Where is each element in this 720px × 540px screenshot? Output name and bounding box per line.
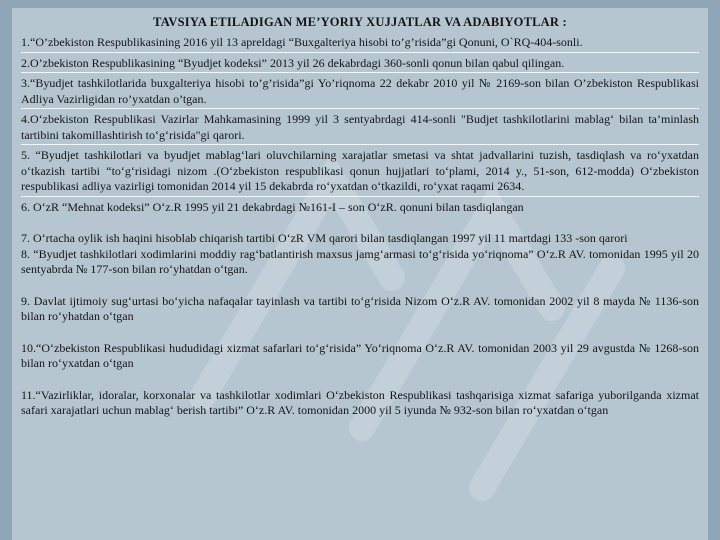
list-item: 6. O‘zR “Mehnat kodeksi” O‘z.R 1995 yil 21 dekabrdagi №161-I – son O‘zR. qonuni bilan tasdiqlangan bbox=[21, 199, 524, 214]
list-item: 4.O‘zbekiston Respublikasi Vazirlar Mahkamasining 1999 yil 3 sentyabrdagi 414-sonli "Budjet tashkilotlarini mablag‘ bilan ta’minlash tartibini takomillashtirish to‘g‘risida"gi qarori. bbox=[21, 112, 699, 142]
divider bbox=[21, 196, 699, 197]
document-slide bbox=[12, 8, 708, 540]
list-item: 1.“O’zbekiston Respublikasining 2016 yil 13 apreldagi “Buxgalteriya hisobi to’g’risida”gi Qonuni, O`RQ-404-sonli. bbox=[21, 35, 583, 49]
list-item: 2.O’zbekiston Respublikasining “Byudjet kodeksi” 2013 yil 26 dekabrdagi 360-sonli qonun bilan qabul qilingan. bbox=[21, 55, 565, 70]
list-item: 8. “Byudjet tashkilotlari xodimlarini moddiy rag‘batlantirish maxsus jamg‘armasi to‘g‘risida yo‘riqnoma” O‘z.R AV. tomonidan 1995 yil 20 sentyabrda № 177-son bilan ro‘yhatdan o‘tgan. bbox=[21, 246, 699, 276]
divider bbox=[21, 108, 699, 109]
page-title: TAVSIYA ETILADIGAN ME’YORIY XUJJATLAR VA ADABIYOTLAR : bbox=[153, 15, 567, 29]
spacer bbox=[21, 278, 699, 294]
list-item: 9. Davlat ijtimoiy sug‘urtasi bo‘yicha nafaqalar tayinlash va tartibi to‘g‘risida Nizom O‘z.R AV. tomonidan 2002 yil 8 mayda № 1136-son bilan ro‘yhatdan o‘tgan bbox=[21, 293, 699, 323]
spacer bbox=[21, 325, 699, 341]
list-item: 5. “Byudjet tashkilotlari va byudjet mablag‘lari oluvchilarning xarajatlar smetasi va shtat jadvallarini tuzish, tasdiqlash va ro‘yxatdan o‘tkazish tartibi “to‘g‘risidagi nizom .(O‘zbekiston respublikasi qonun hujjatlari to‘plami, 2014 y., 51-son, 612-modda) O‘zbekiston respublikasi adliya vazirligi tomonidan 2014 yil 15 dekabrda ro‘yxatdan o‘tkazildi, ro‘yxat raqami 2634. bbox=[21, 148, 699, 193]
divider bbox=[21, 52, 699, 53]
list-item: 10.“O‘zbekiston Respublikasi hududidagi xizmat safarlari to‘g‘risida” Yo‘riqnoma O‘z.R AV. tomonidan 2003 yil 29 avgustda № 1268-son bilan ro‘yxatdan o‘tgan bbox=[21, 340, 699, 370]
divider bbox=[21, 144, 699, 145]
spacer bbox=[21, 372, 699, 388]
list-item: 7. O‘rtacha oylik ish haqini hisoblab chiqarish tartibi O‘zR VM qarori bilan tasdiqlangan 1997 yil 11 martdagi 133 -son qarori bbox=[21, 231, 628, 245]
list-item: 3.“Byudjet tashkilotlarida buxgalteriya hisobi to’g’risida”gi Yo’riqnoma 22 dekabr 2010 yil № 2169-son bilan O’zbekiston Respublikasi Adliya Vazirligidan ro’yxatdan o’tgan. bbox=[21, 76, 699, 106]
divider bbox=[21, 72, 699, 73]
spacer bbox=[21, 215, 699, 231]
list-item: 11.“Vazirliklar, idoralar, korxonalar va tashkilotlar xodimlari O‘zbekiston Respublikasi tashqarisiga xizmat safariga yuborilganda xizmat safari xarajatlari uchun mablag‘ berish tartibi” O‘z.R AV. tomonidan 2000 yil 5 iyunda № 932-son bilan ro‘yxatdan o‘tgan bbox=[21, 387, 699, 417]
document-content bbox=[12, 8, 708, 419]
